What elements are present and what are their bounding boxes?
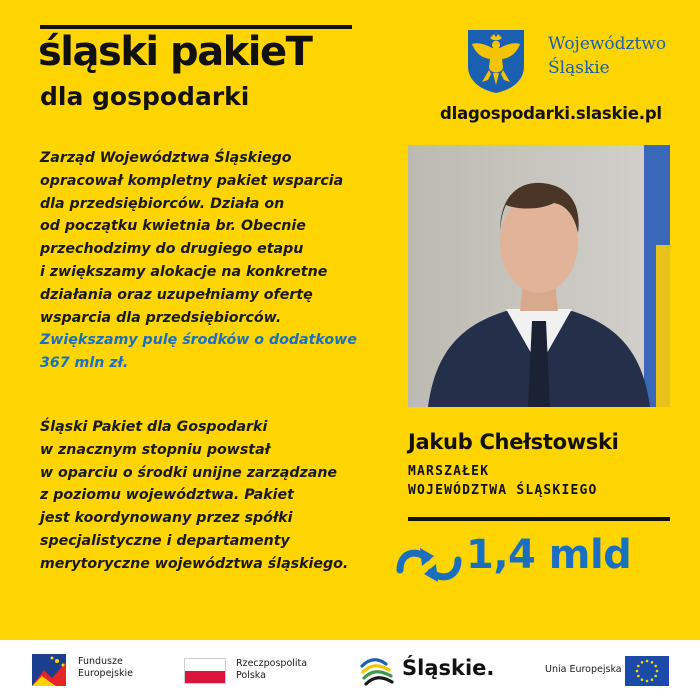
region-name-line: Śląskie bbox=[548, 58, 610, 78]
divider-line bbox=[408, 517, 670, 521]
fundusze-europejskie-icon bbox=[30, 650, 70, 690]
rzeczpospolita-label bbox=[236, 658, 307, 682]
text-line: i zwiększamy alokacje na konkretne bbox=[40, 263, 328, 280]
text-line: jest koordynowany przez spółki bbox=[40, 510, 293, 527]
person-role bbox=[408, 462, 598, 500]
role-line: MARSZAŁEK bbox=[408, 464, 490, 479]
person-name: Jakub Chełstowski bbox=[408, 430, 619, 454]
text-line: w znacznym stopniu powstał bbox=[40, 441, 270, 458]
website-link[interactable]: dlagospodarki.slaskie.pl bbox=[440, 104, 662, 123]
intro-paragraph bbox=[40, 147, 400, 375]
portrait-illustration bbox=[408, 145, 670, 407]
text-line: przechodzimy do drugiego etapu bbox=[40, 241, 304, 258]
slaskie-label: Śląskie. bbox=[402, 656, 495, 680]
text-line: opracował kompletny pakiet wsparcia bbox=[40, 172, 344, 189]
text-line: od początku kwietnia br. Obecnie bbox=[40, 218, 306, 235]
highlight-line: Zwiększamy pulę środków o dodatkowe bbox=[40, 332, 357, 349]
text-line: działania oraz uzupełniamy ofertę bbox=[40, 286, 313, 303]
logo-subtitle: dla gospodarki bbox=[40, 82, 250, 111]
second-paragraph bbox=[40, 416, 400, 576]
text-line: wsparcia dla przedsiębiorców. bbox=[40, 309, 282, 326]
role-line: WOJEWÓDZTWA ŚLĄSKIEGO bbox=[408, 483, 598, 498]
region-name bbox=[548, 32, 666, 80]
logo-title: śląski pakieT bbox=[38, 29, 312, 75]
amount-value: 1,4 mld bbox=[466, 532, 632, 578]
rzeczpospolita-label-line: Polska bbox=[236, 670, 266, 681]
text-line: Śląski Pakiet dla Gospodarki bbox=[40, 419, 268, 435]
slaskie-logo-icon bbox=[360, 654, 394, 686]
text-line: w oparciu o środki unijne zarządzane bbox=[40, 464, 338, 481]
text-line: z poziomu województwa. Pakiet bbox=[40, 487, 294, 504]
refresh-arrows-icon bbox=[394, 540, 464, 590]
coat-of-arms-icon bbox=[466, 28, 526, 94]
highlight-line: 367 mln zł. bbox=[40, 355, 129, 372]
text-line: specjalistyczne i departamenty bbox=[40, 532, 290, 549]
unia-europejska-label: Unia Europejska bbox=[545, 664, 622, 675]
fundusze-label bbox=[78, 656, 133, 680]
portrait-photo bbox=[408, 145, 670, 407]
region-name-line: Województwo bbox=[548, 34, 667, 54]
footer-logos bbox=[0, 640, 700, 700]
polish-flag-icon bbox=[184, 658, 226, 684]
text-line: merytoryczne województwa śląskiego. bbox=[40, 555, 349, 572]
fundusze-label-line: Europejskie bbox=[78, 668, 133, 679]
fundusze-label-line: Fundusze bbox=[78, 656, 123, 667]
eu-flag-icon bbox=[625, 656, 669, 686]
rzeczpospolita-label-line: Rzeczpospolita bbox=[236, 658, 308, 669]
text-line: Zarząd Województwa Śląskiego bbox=[40, 150, 292, 166]
text-line: dla przedsiębiorców. Działa on bbox=[40, 195, 285, 212]
